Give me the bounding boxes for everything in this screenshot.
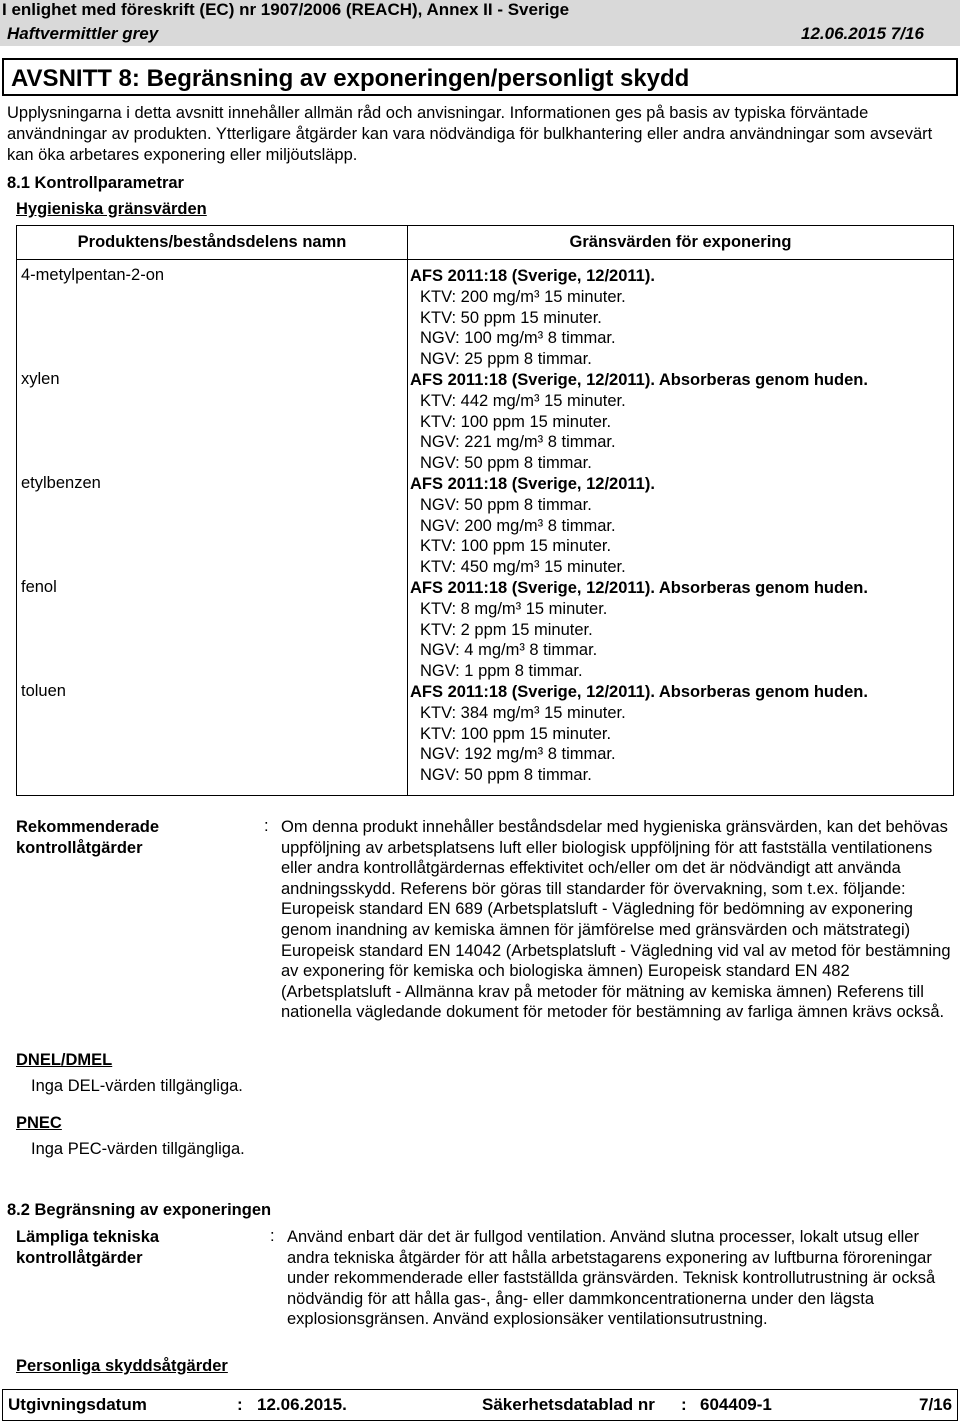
limit-source: AFS 2011:18 (Sverige, 12/2011). (410, 475, 655, 493)
document-header (0, 0, 960, 46)
table-column-divider (407, 226, 408, 795)
exposure-limits-table (16, 225, 954, 796)
limit-value: KTV: 8 mg/m³ 15 minuter. (420, 599, 608, 618)
limit-source: AFS 2011:18 (Sverige, 12/2011). Absorberas genom huden. (410, 683, 868, 701)
limit-value: KTV: 2 ppm 15 minuter. (420, 620, 593, 639)
limit-value: KTV: 100 ppm 15 minuter. (420, 537, 612, 556)
recommended-controls-text: Om denna produkt innehåller beståndsdelar med hygieniska gränsvärden, kan det behövas uppföljning av arbetsplatsens luft eller biologisk uppföljning för att fastställa ventilationens eller andra kontrollåtgärdernas effektivitet och/eller om det är nödvändigt att använda andningsskydd. Referens bör göras till standarder för övervakning, som t.ex. följande: Europeisk standard EN 689 (Arbetsplatsluft - Vägledning för bedömning av exponering genom inandning av kemiska ämnen för jämförelse med gränsvärden och mätstrategi) Europeisk standard EN 14042 (Arbetsplatsluft - Vägledning vid val av metod för bestämning av exponering för kemiska och biologiska ämnen) Europeisk standard EN 482 (Arbetsplatsluft - Allmänna krav på metoder för mätning av kemiska ämnen) Referens till nationella vägledande dokument för metoder för bestämning av farliga ämnen krävs också. (281, 818, 951, 1022)
engineering-controls-text: Använd enbart där det är fullgod ventilation. Använd slutna processer, lokalt utsug eller andra tekniska åtgärder för att hålla arbetstagarens exponering av luftburna föroreningar under rekommenderade eller fastställda gränsvärden. Teknisk kontrollutrustning är också nödvändig för att hålla gas-, ång- eller dammkoncentrationerna under den lägsta explosionsgränsen. Använd explosionsäker ventilationsutrustning. (287, 1228, 936, 1329)
limit-value: KTV: 50 ppm 15 minuter. (420, 308, 602, 327)
label-line: kontrollåtgärder (16, 838, 143, 857)
recommended-controls-label (16, 817, 159, 859)
ppe-title: Personliga skyddsåtgärder (16, 1357, 228, 1375)
engineering-controls-label (16, 1227, 159, 1269)
table-header-divider (17, 259, 953, 260)
substance-limits (410, 474, 655, 578)
dnel-title: DNEL/DMEL (16, 1051, 113, 1069)
field-colon: : (270, 1227, 275, 1245)
sds-number-label: Säkerhetsdatablad nr (482, 1395, 655, 1414)
limit-value: NGV: 4 mg/m³ 8 timmar. (420, 641, 598, 660)
substance-limits (410, 682, 868, 786)
footer-page-number: 7/16 (919, 1395, 953, 1414)
sds-number-value: 604409-1 (700, 1395, 772, 1414)
limit-source: AFS 2011:18 (Sverige, 12/2011). Absorberas genom huden. (410, 579, 868, 597)
label-line: Lämpliga tekniska (16, 1228, 160, 1246)
issue-date-label: Utgivningsdatum (8, 1395, 147, 1414)
section-title-box (2, 58, 958, 96)
issue-date-value: 12.06.2015. (257, 1395, 347, 1414)
substance-name: xylen (21, 370, 60, 388)
field-colon: : (237, 1395, 243, 1414)
section-intro: Upplysningarna i detta avsnitt innehåller allmän råd och anvisningar. Informationen ges på basis av typiska förväntade användningar av produkten. Ytterligare åtgärder kan vara nödvändiga för bulkhantering eller andra användningar som avsevärt kan öka arbetares exponering eller miljöutsläpp. (7, 104, 933, 164)
limit-value: NGV: 192 mg/m³ 8 timmar. (420, 745, 616, 764)
document-footer (2, 1389, 958, 1421)
limit-value: NGV: 50 ppm 8 timmar. (420, 766, 592, 785)
pnec-text: Inga PEC-värden tillgängliga. (31, 1140, 245, 1158)
regulation-title: I enlighet med föreskrift (EC) nr 1907/2006 (REACH), Annex II - Sverige (2, 0, 570, 19)
substance-name: toluen (21, 682, 66, 700)
exposure-controls-heading: 8.2 Begränsning av exponeringen (7, 1201, 272, 1219)
limit-value: KTV: 100 ppm 15 minuter. (420, 724, 612, 743)
field-colon: : (264, 817, 269, 835)
limit-value: KTV: 200 mg/m³ 15 minuter. (420, 287, 626, 306)
limit-value: NGV: 25 ppm 8 timmar. (420, 350, 592, 369)
limit-value: NGV: 50 ppm 8 timmar. (420, 495, 592, 514)
label-line: Rekommenderade (16, 818, 160, 836)
substance-name: 4-metylpentan-2-on (21, 266, 165, 284)
substance-limits (410, 266, 655, 370)
hygiene-limits-title: Hygieniska gränsvärden (16, 200, 207, 218)
product-name: Haftvermittler grey (7, 24, 159, 43)
limit-value: KTV: 442 mg/m³ 15 minuter. (420, 391, 626, 410)
limit-source: AFS 2011:18 (Sverige, 12/2011). (410, 267, 655, 285)
limit-value: NGV: 221 mg/m³ 8 timmar. (420, 433, 616, 452)
table-header-name: Produktens/beståndsdelens namn (77, 233, 347, 251)
dnel-text: Inga DEL-värden tillgängliga. (31, 1077, 243, 1095)
pnec-title: PNEC (16, 1114, 62, 1132)
header-date-page: 12.06.2015 7/16 (801, 24, 924, 43)
field-colon: : (681, 1395, 687, 1414)
limit-value: NGV: 1 ppm 8 timmar. (420, 662, 583, 681)
limit-value: KTV: 450 mg/m³ 15 minuter. (420, 558, 626, 577)
control-params-heading: 8.1 Kontrollparametrar (7, 174, 184, 192)
limit-value: KTV: 100 ppm 15 minuter. (420, 412, 612, 431)
table-header-limits: Gränsvärden för exponering (569, 233, 792, 251)
limit-value: KTV: 384 mg/m³ 15 minuter. (420, 703, 626, 722)
label-line: kontrollåtgärder (16, 1248, 143, 1267)
limit-source: AFS 2011:18 (Sverige, 12/2011). Absorberas genom huden. (410, 371, 868, 389)
substance-limits (410, 578, 868, 682)
substance-name: etylbenzen (21, 474, 101, 492)
substance-limits (410, 370, 868, 474)
substance-name: fenol (21, 578, 57, 596)
limit-value: NGV: 100 mg/m³ 8 timmar. (420, 329, 616, 348)
limit-value: NGV: 50 ppm 8 timmar. (420, 454, 592, 473)
limit-value: NGV: 200 mg/m³ 8 timmar. (420, 516, 616, 535)
section-title: AVSNITT 8: Begränsning av exponeringen/personligt skydd (11, 65, 690, 92)
